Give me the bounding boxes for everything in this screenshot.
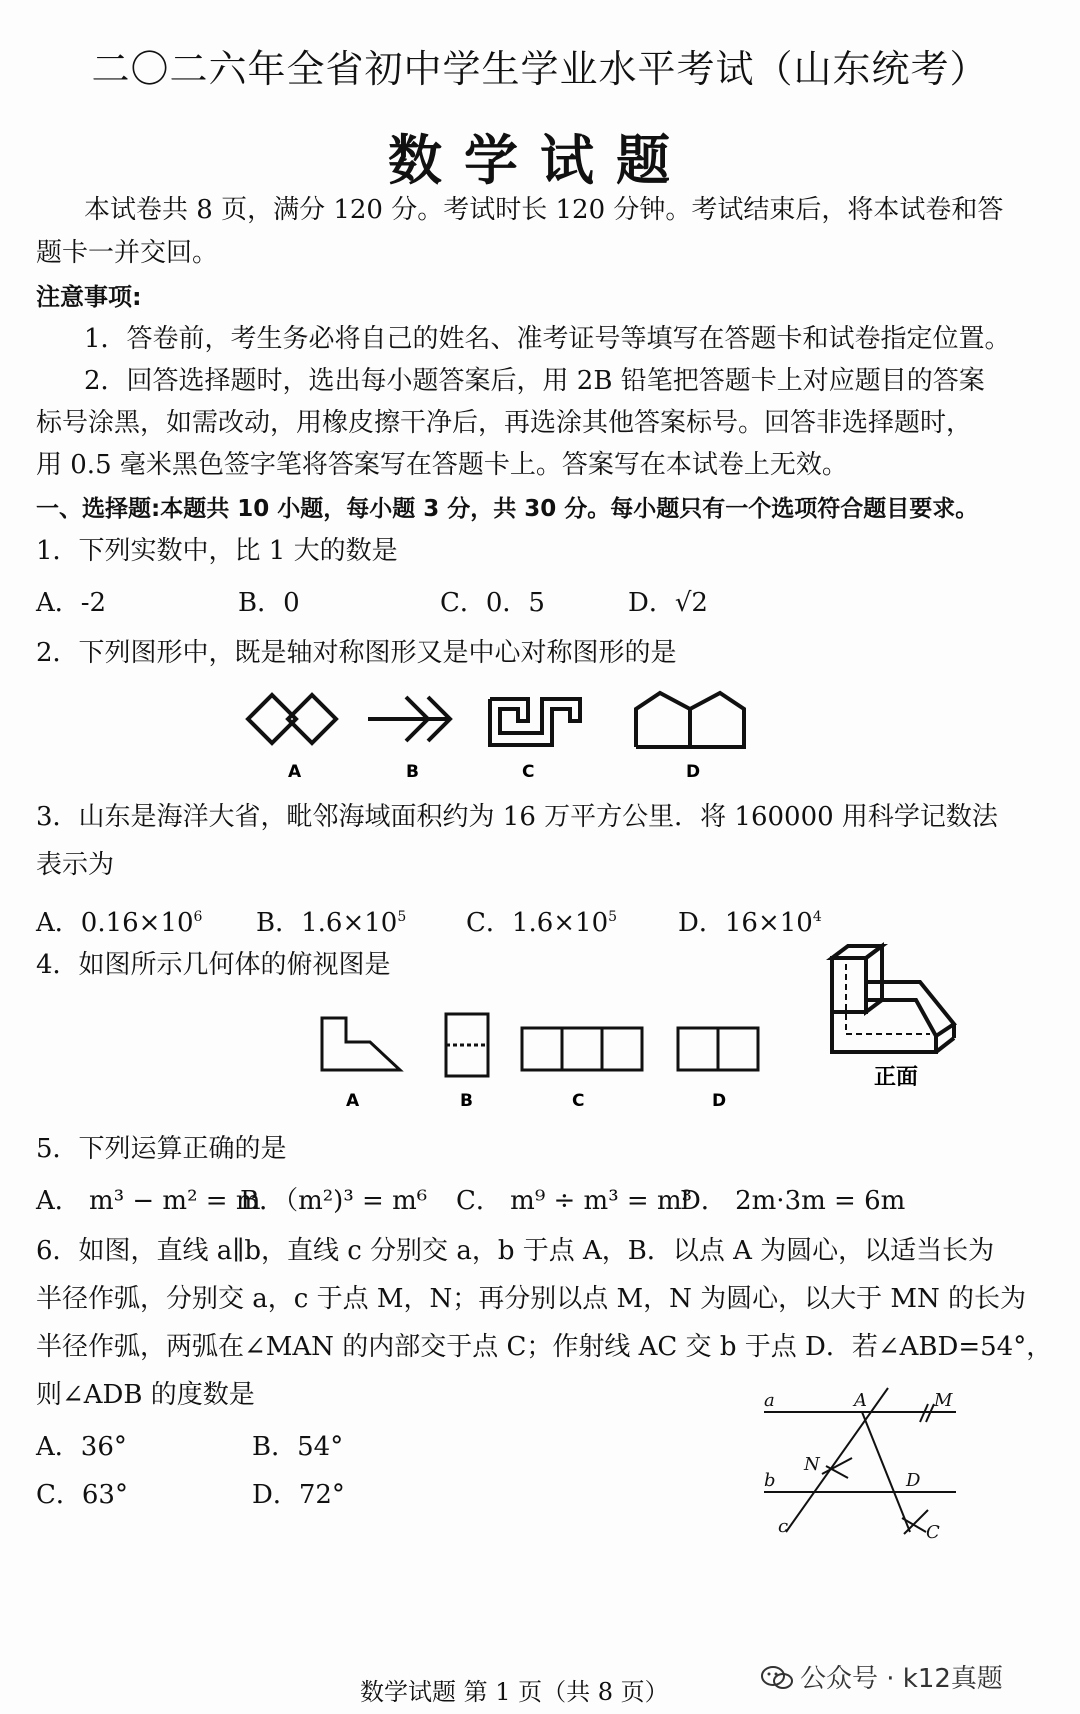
notes-item-2-line-3: 用 0.5 毫米黑色签字笔将答案写在答题卡上。答案写在本试卷上无效。	[36, 450, 848, 480]
q2-figures	[240, 685, 760, 790]
q3-stem-line-1: 3．山东是海洋大省，毗邻海域面积约为 16 万平方公里．将 160000 用科学记数法	[36, 802, 998, 832]
wechat-icon	[760, 1665, 794, 1691]
q6-line-3: 半径作弧，两弧在∠MAN 的内部交于点 C；作射线 AC 交 b 于点 D．若∠ABD=54°，	[36, 1332, 1053, 1362]
q5-option-a: A． m³ − m² = m	[36, 1186, 261, 1216]
q4-label-d: D	[712, 1091, 727, 1111]
q6-label-point-m: M	[934, 1390, 953, 1411]
q1-option-c: C．0．5	[440, 588, 545, 618]
q4-label-c: C	[572, 1091, 585, 1111]
q2-label-c: C	[522, 762, 535, 782]
q2-figure-d-shape	[636, 693, 744, 747]
watermark	[760, 1658, 1003, 1695]
intro-line-1: 本试卷共 8 页，满分 120 分。考试时长 120 分钟。考试结束后，将本试卷和答	[84, 195, 1004, 225]
watermark-text: 公众号 · k12真题	[800, 1664, 1003, 1694]
q6-label-point-d: D	[906, 1470, 921, 1491]
q3-option-c: C．$1.6\times 10^5$	[466, 908, 618, 938]
q6-label-point-n: N	[804, 1454, 820, 1475]
q4-solid-figure	[826, 942, 966, 1092]
section-1-heading: 一、选择题:本题共 10 小题，每小题 3 分，共 30 分。每小题只有一个选项符合题目要求。	[36, 496, 979, 522]
q6-line-4: 则∠ADB 的度数是	[36, 1380, 255, 1410]
q6-label-point-a: A	[854, 1390, 867, 1411]
notes-heading: 注意事项:	[36, 283, 142, 311]
notes-item-2-line-1: 2．回答选择题时，选出每小题答案后，用 2B 铅笔把答题卡上对应题目的答案	[84, 366, 985, 396]
q6-option-c: C．63°	[36, 1480, 128, 1510]
q2-label-d: D	[686, 762, 701, 782]
notes-item-2-line-2: 标号涂黑，如需改动，用橡皮擦干净后，再选涂其他答案标号。回答非选择题时，	[36, 408, 973, 438]
q3-option-d: D．$16\times 10^4$	[678, 908, 822, 938]
q5-option-b: B．（m²)³ = m⁶	[240, 1186, 428, 1216]
q4-figure-b	[446, 1014, 488, 1076]
intro-line-2: 题卡一并交回。	[36, 238, 219, 268]
q4-options-figures	[310, 1008, 780, 1113]
q3-option-a: A．$0.16\times 10^6$	[36, 908, 203, 938]
q2-figure-b-arrows	[368, 697, 450, 741]
q3-option-b: B．$1.6\times 10^5$	[256, 908, 407, 938]
q6-label-c: c	[778, 1516, 789, 1537]
q4-label-a: A	[346, 1091, 360, 1111]
q1-option-a: A．-2	[36, 588, 107, 618]
q6-option-a: A．36°	[36, 1432, 127, 1462]
q6-line-c	[786, 1388, 888, 1532]
subject-title: 数学试题	[388, 128, 692, 192]
q6-label-point-c: C	[926, 1522, 940, 1543]
q6-line-2: 半径作弧，分别交 a，c 于点 M，N；再分别以点 M，N 为圆心，以大于 MN 的长为	[36, 1284, 1027, 1314]
q6-option-d: D．72°	[252, 1480, 345, 1510]
q2-label-a: A	[288, 762, 302, 782]
q4-label-b: B	[460, 1091, 473, 1111]
q6-line-1: 6．如图，直线 a∥b，直线 c 分别交 a，b 于点 A，B．以点 A 为圆心，以适当长为	[36, 1236, 995, 1266]
q4-figure-c	[522, 1028, 642, 1070]
q6-label-b: b	[764, 1470, 776, 1491]
page-footer: 数学试题 第 1 页（共 8 页）	[360, 1678, 669, 1706]
q2-stem: 2．下列图形中，既是轴对称图形又是中心对称图形的是	[36, 638, 677, 668]
q6-option-b: B．54°	[252, 1432, 344, 1462]
q6-figure	[756, 1382, 966, 1542]
exam-title: 二〇二六年全省初中学生学业水平考试（山东统考）	[91, 47, 989, 91]
q1-stem: 1．下列实数中，比 1 大的数是	[36, 536, 398, 566]
q4-stem: 4．如图所示几何体的俯视图是	[36, 950, 391, 980]
q6-label-a: a	[764, 1390, 775, 1411]
q4-front-label: 正面	[874, 1065, 919, 1090]
q5-stem: 5．下列运算正确的是	[36, 1134, 287, 1164]
q5-option-c: C． m⁹ ÷ m³ = m³	[456, 1186, 693, 1216]
q3-stem-line-2: 表示为	[36, 850, 115, 880]
q2-label-b: B	[406, 762, 419, 782]
q5-option-d: D． 2m·3m = 6m	[680, 1186, 906, 1216]
q1-option-b: B．0	[238, 588, 300, 618]
q4-figure-d	[678, 1028, 758, 1070]
q1-option-d: D．√2	[628, 588, 708, 618]
q6-ray-ac	[862, 1412, 910, 1532]
q2-figure-c-shape	[490, 699, 580, 745]
q4-figure-a	[322, 1018, 400, 1070]
notes-item-1: 1．答卷前，考生务必将自己的姓名、准考证号等填写在答题卡和试卷指定位置。	[84, 324, 1011, 354]
